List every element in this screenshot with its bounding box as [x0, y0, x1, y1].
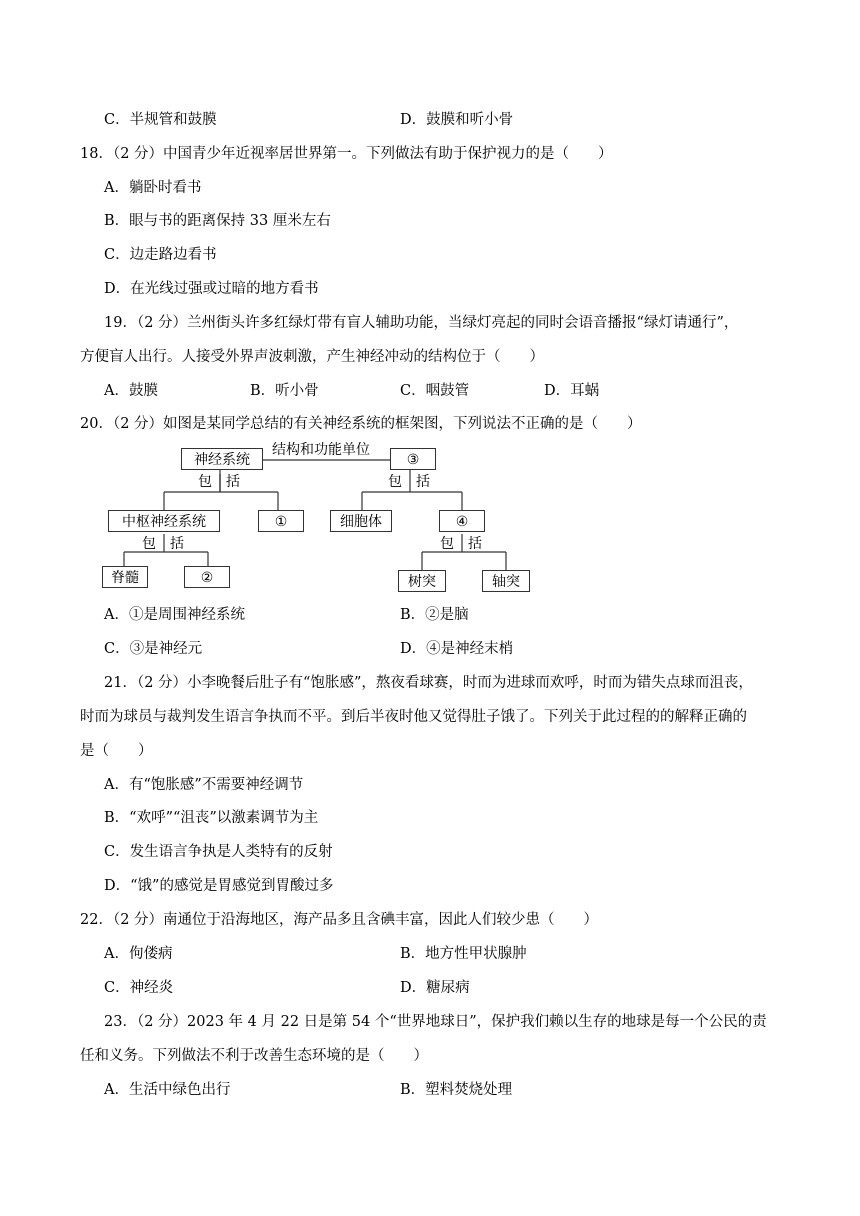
q21-option-d: D．“饿”的感觉是胃感觉到胃酸过多 [104, 878, 334, 894]
q20-option-b: B．②是脑 [400, 607, 469, 623]
q20-option-a: A．①是周围神经系统 [104, 607, 245, 623]
q18-stem: 18．（2 分）中国青少年近视率居世界第一。下列做法有助于保护视力的是（ ） [80, 146, 613, 162]
q18-option-a: A．躺卧时看书 [104, 180, 202, 196]
node-nervous-system: 神经系统 [181, 448, 263, 470]
q23-option-b: B．塑料焚烧处理 [400, 1082, 513, 1098]
q19-stem-line1: 19．（2 分）兰州街头许多红绿灯带有盲人辅助功能，当绿灯亮起的同时会语音播报“绿灯请通行”， [104, 315, 739, 331]
q18-option-c: C．边走路边看书 [104, 247, 217, 263]
node-circle-2: ② [184, 566, 230, 588]
q22-option-a: A．佝偻病 [104, 946, 173, 962]
q19-option-a: A．鼓膜 [104, 383, 158, 399]
q19-option-b: B．听小骨 [250, 383, 319, 399]
q21-stem-line3: 是（ ） [80, 743, 153, 759]
label-structure-unit: 结构和功能单位 [272, 442, 370, 458]
q21-option-c: C．发生语言争执是人类特有的反射 [104, 844, 333, 860]
q23-stem-line1: 23．（2 分）2023 年 4 月 22 日是第 54 个“世界地球日”，保护我们赖以生存的地球是每一个公民的责 [104, 1014, 767, 1030]
label-include-right-bottom: 包 [440, 536, 454, 552]
q19-option-d: D．耳蜗 [544, 383, 600, 399]
node-circle-4: ④ [439, 510, 485, 532]
q18-option-b: B．眼与书的距离保持 33 厘米左右 [104, 213, 331, 229]
label-include-left-top: 包 [198, 474, 212, 490]
q23-stem-line2: 任和义务。下列做法不利于改善生态环境的是（ ） [80, 1048, 428, 1064]
q19-option-c: C．咽鼓管 [400, 383, 470, 399]
q17-option-c: C．半规管和鼓膜 [104, 112, 217, 128]
q22-option-d: D．糖尿病 [400, 980, 470, 996]
label-include-right-top: 包 [388, 474, 402, 490]
q21-stem-line1: 21．（2 分）小李晚餐后肚子有“饱胀感”，熬夜看球赛，时而为进球而欢呼，时而为错失点球而沮丧， [104, 675, 753, 691]
node-circle-3: ③ [390, 448, 436, 470]
node-cell-body: 细胞体 [330, 510, 392, 532]
q20-stem: 20．（2 分）如图是某同学总结的有关神经系统的框架图，下列说法不正确的是（ ） [80, 416, 642, 432]
node-dendrite: 树突 [398, 570, 446, 592]
q21-option-a: A．有“饱胀感”不需要神经调节 [104, 777, 304, 793]
q22-option-b: B．地方性甲状腺肿 [400, 946, 527, 962]
q17-option-d: D．鼓膜和听小骨 [400, 112, 514, 128]
q20-option-d: D．④是神经末梢 [400, 641, 514, 657]
q19-stem-line2: 方便盲人出行。人接受外界声波刺激，产生神经冲动的结构位于（ ） [80, 349, 544, 365]
node-cns: 中枢神经系统 [108, 510, 220, 532]
node-spinal-cord: 脊髓 [102, 566, 148, 588]
node-circle-1: ① [258, 510, 304, 532]
q20-option-c: C．③是神经元 [104, 641, 203, 657]
label-include2-right-bottom: 括 [468, 536, 482, 552]
q22-stem: 22．（2 分）南通位于沿海地区，海产品多且含碘丰富，因此人们较少患（ ） [80, 912, 599, 928]
q21-option-b: B．“欢呼”“沮丧”以激素调节为主 [104, 810, 319, 826]
label-include2-left-bottom: 括 [170, 536, 184, 552]
node-axon: 轴突 [482, 570, 530, 592]
q23-option-a: A．生活中绿色出行 [104, 1082, 231, 1098]
q22-option-c: C．神经炎 [104, 980, 174, 996]
q18-option-d: D．在光线过强或过暗的地方看书 [104, 281, 319, 297]
label-include2-left-top: 括 [226, 474, 240, 490]
nervous-system-diagram [100, 440, 540, 600]
label-include2-right-top: 括 [416, 474, 430, 490]
label-include-left-bottom: 包 [142, 536, 156, 552]
q21-stem-line2: 时而为球员与裁判发生语言争执而不平。到后半夜时他又觉得肚子饿了。下列关于此过程的的解释正确的 [80, 709, 747, 725]
